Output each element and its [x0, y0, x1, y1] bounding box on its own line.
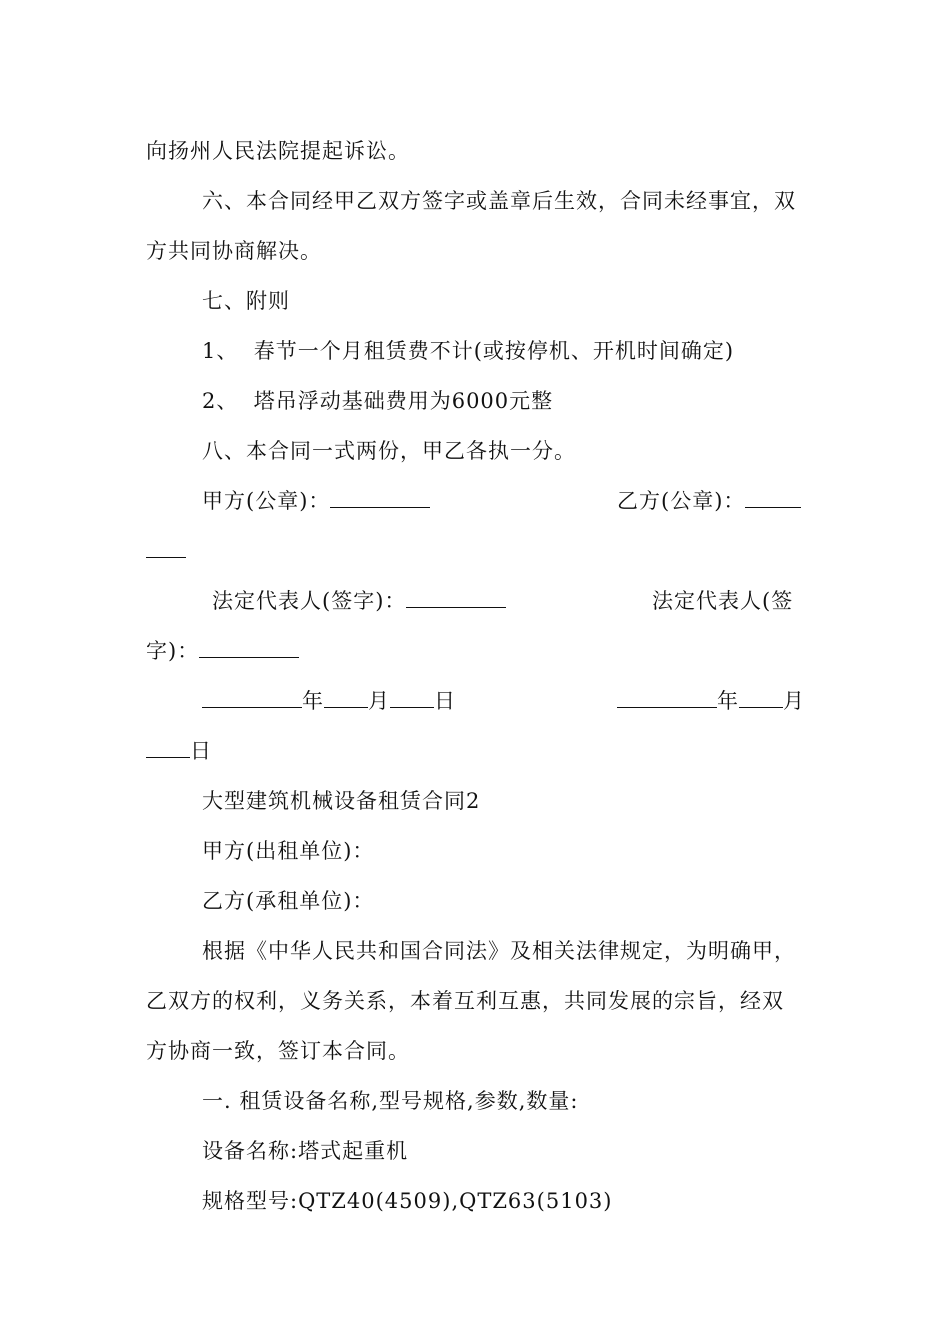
party-a-rep-label: 法定代表人(签字)：	[212, 589, 407, 613]
party-b-date: 年 月	[617, 686, 805, 716]
contract-2-party-b: 乙方(承租单位)：	[202, 889, 375, 913]
party-b-rep-blank	[199, 637, 299, 658]
party-b-rep-label-line-1: 法定代表人(签	[652, 589, 794, 613]
contract-2-preamble-line-1: 根据《中华人民共和国合同法》及相关法律规定，为明确甲，	[202, 939, 796, 963]
party-a-seal-label: 甲方(公章)：	[202, 489, 331, 513]
clause-7-item-2: 2、 塔吊浮动基础费用为6000元整	[202, 389, 554, 413]
contract-2-party-a: 甲方(出租单位)：	[202, 839, 375, 863]
party-b-seal-field	[617, 486, 801, 516]
party-b-seal-label: 乙方(公章)：	[617, 489, 746, 513]
party-b-rep-label-line-2: 字)：	[146, 639, 200, 663]
paragraph-litigation-end: 向扬州人民法院提起诉讼。	[146, 139, 410, 163]
party-a-seal-blank	[330, 487, 430, 508]
party-b-seal-blank	[745, 487, 801, 508]
contract-2-title: 大型建筑机械设备租赁合同2	[202, 789, 481, 813]
party-a-rep-blank	[406, 587, 506, 608]
equipment-model: 规格型号:QTZ40(4509),QTZ63(5103)	[202, 1189, 613, 1213]
party-a-seal-field	[202, 486, 430, 516]
clause-7-title: 七、附则	[202, 289, 290, 313]
party-b-seal-blank-continued	[146, 536, 186, 566]
party-b-date-continued: 日	[146, 736, 212, 766]
party-a-date: 年 月 日	[202, 686, 456, 716]
party-b-rep-field	[146, 636, 299, 666]
clause-6-line-1: 六、本合同经甲乙双方签字或盖章后生效，合同未经事宜，双	[202, 189, 796, 213]
contract-2-clause-1-title: 一. 租赁设备名称,型号规格,参数,数量:	[202, 1089, 579, 1113]
clause-6-line-2: 方共同协商解决。	[146, 239, 322, 263]
equipment-name: 设备名称:塔式起重机	[202, 1139, 409, 1163]
party-a-rep-field	[212, 586, 506, 616]
clause-8: 八、本合同一式两份，甲乙各执一分。	[202, 439, 576, 463]
contract-2-preamble-line-2: 乙双方的权利，义务关系，本着互利互惠，共同发展的宗旨，经双	[146, 989, 784, 1013]
clause-7-item-1: 1、 春节一个月租赁费不计(或按停机、开机时间确定)	[202, 339, 735, 363]
contract-2-preamble-line-3: 方协商一致，签订本合同。	[146, 1039, 410, 1063]
